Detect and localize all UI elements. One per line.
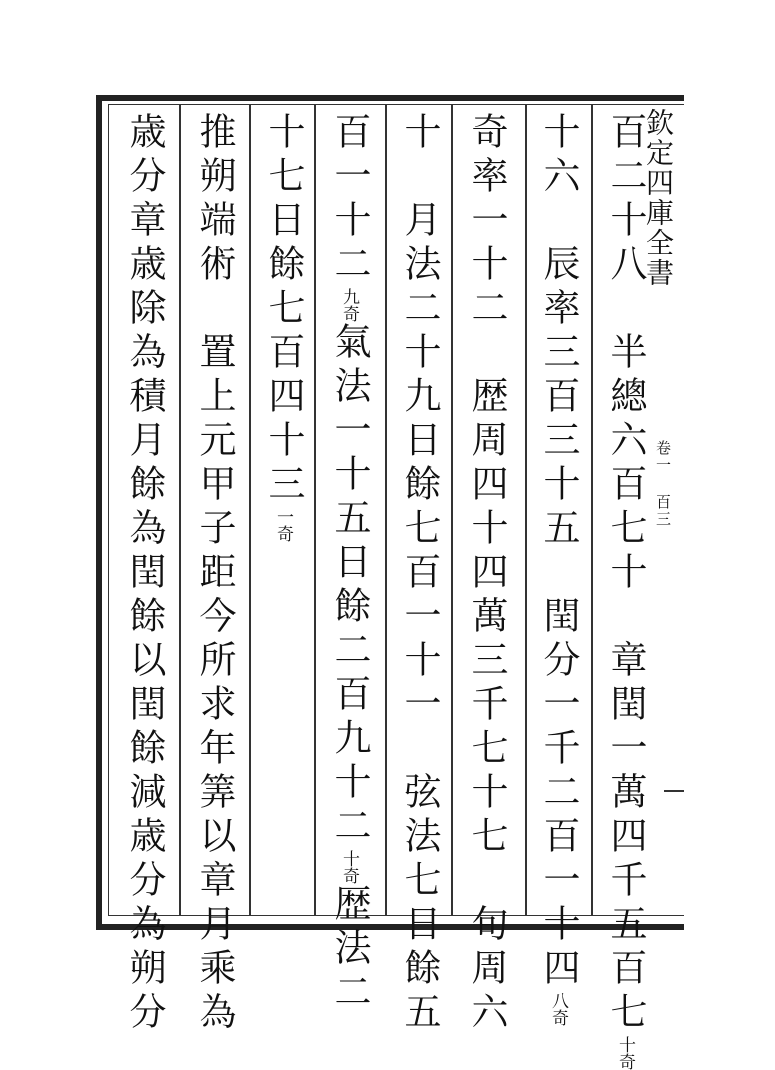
text-segment: 百二十八 半總六百七十 章閏一萬四千五百七 (604, 112, 647, 1036)
volume-info: 卷一 百三 (654, 440, 672, 528)
interlinear-note: 一奇 (273, 508, 293, 542)
text-segment: 十六 辰率三百三十五 閏分一千二百一十四 (537, 112, 580, 992)
text-column-6 (253, 112, 313, 912)
text-column-8 (114, 112, 174, 1036)
text-segment: 氣法一十五日餘二百九十二 (328, 322, 371, 850)
text-column-3 (456, 112, 516, 1036)
column-rule (179, 104, 181, 916)
column-rule (525, 104, 527, 916)
text-segment: 十 月法二十九日餘七百一十一 弦法七日餘五 (398, 112, 441, 1036)
column-rule (451, 104, 453, 916)
text-segment: 奇率一十二 歴周四十四萬三千七十七 旬周六 (465, 112, 508, 1036)
column-rule (385, 104, 387, 916)
text-segment: 歳分章歳除為積月餘為閏餘以閏餘減歳分為朔分 (123, 112, 166, 1036)
text-column-7 (184, 112, 244, 1036)
text-column-4 (389, 112, 449, 1036)
fish-tail-mark (664, 790, 684, 792)
text-column-2 (528, 112, 588, 1026)
text-segment: 推朔端術 置上元甲子距今所求年筭以章月乘為 (193, 112, 236, 1036)
text-segment: 百一十二 (328, 112, 371, 288)
interlinear-note: 九奇 (339, 288, 359, 322)
column-rule (249, 104, 251, 916)
interlinear-note: 八奇 (548, 992, 568, 1026)
text-column-5 (319, 112, 379, 1016)
column-rule (591, 104, 593, 916)
text-segment: 歴法二 (328, 884, 371, 1016)
text-segment: 十七日餘七百四十三 (262, 112, 305, 508)
text-column-1 (595, 112, 655, 1070)
book-title: 欽定四庫全書 (642, 108, 675, 288)
interlinear-note: 十奇 (339, 850, 359, 884)
interlinear-note: 十奇 (615, 1036, 635, 1070)
column-rule (314, 104, 316, 916)
